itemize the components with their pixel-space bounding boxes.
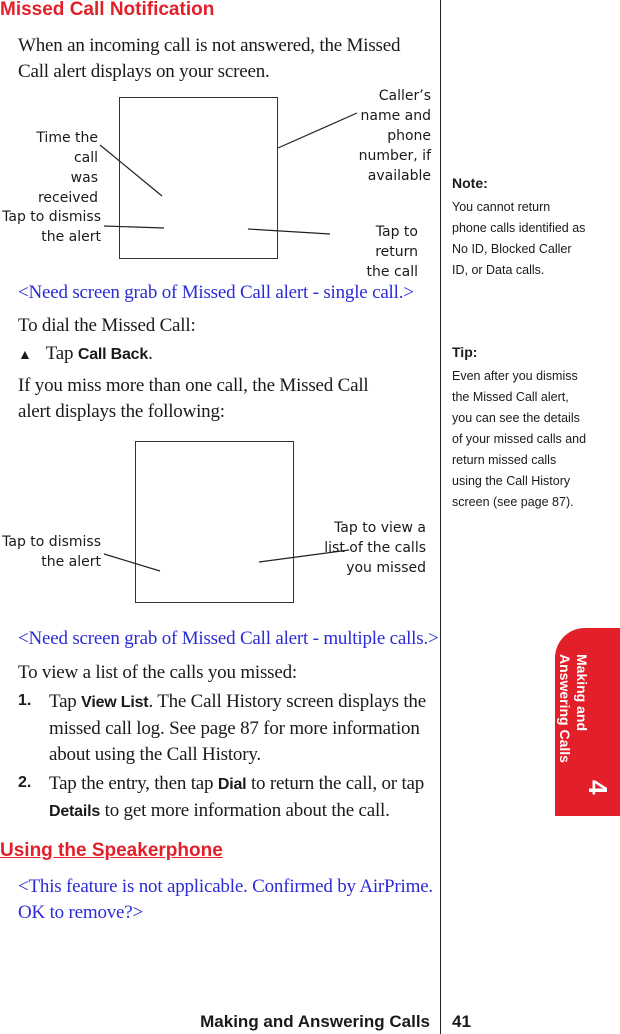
tip-body [452,366,612,513]
callout-line: Tap to dismiss [2,209,101,225]
callout-line: Tap to view a [334,520,426,536]
tip-line: the Missed Call alert, [452,390,569,404]
chapter-tab-line1: Making and [574,654,590,732]
callout-return-call [330,222,418,282]
sidebar-note [452,175,612,281]
leader-dismiss-2 [104,554,160,571]
callout-line: available [367,168,431,184]
note-heading: Note: [452,175,488,191]
note-line: You cannot return [452,200,551,214]
note-line: ID, or Data calls. [452,263,545,277]
triangle-bullet-icon: ▲ [18,348,32,363]
speakerphone-title: Using the Speakerphone [0,840,223,861]
chapter-tab-line2: Answering Calls [557,654,573,763]
leader-caller [278,113,357,148]
intro-paragraph: When an incoming call is not answered, the Missed Call alert displays on your screen. [18,35,401,82]
dial-intro: To dial the Missed Call: [18,315,196,336]
page-number: 41 [452,1012,471,1031]
step-text: to return the call, or tap [246,773,425,794]
note-line: No ID, Blocked Caller [452,242,572,256]
leader-time [100,145,162,196]
multiple-intro: If you miss more than one call, the Missed Call alert displays the following: [18,375,369,422]
callout-line: Time the call [36,130,98,166]
view-intro: To view a list of the calls you missed: [18,662,297,683]
tip-line: you can see the details [452,411,580,425]
note-body [452,197,612,281]
screen-grab-placeholder-single: <Need screen grab of Missed Call alert - single call.> [18,282,414,303]
step-text: missed call log. See page 87 for more information [49,718,420,739]
bullet-suffix: . [148,343,153,364]
step-number: 1. [18,692,32,709]
callout-view-list [318,518,426,578]
chapter-number: 4 [583,780,613,795]
tip-line: screen (see page 87). [452,495,574,509]
step-1 [18,689,428,768]
tip-line: Even after you dismiss [452,369,578,383]
step-text: to get more information about the call. [100,800,390,821]
callout-line: Tap to dismiss [2,534,101,550]
speakerphone-placeholder: <This feature is not applicable. Confirmed by AirPrime. OK to remove?> [18,876,433,923]
section-title: Missed Call Notification [0,0,215,20]
bullet-call-back [18,341,153,369]
column-divider [440,0,441,1034]
step-text: Tap the entry, then tap [49,773,218,794]
callout-caller-name [358,86,431,186]
tip-heading: Tip: [452,344,478,360]
callout-dismiss-alert-2 [2,532,101,572]
tip-line: return missed calls [452,453,557,467]
bullet-prefix: Tap [45,343,78,364]
step-number: 2. [18,774,32,791]
callout-dismiss-alert [2,207,101,247]
step-text: Tap [49,691,82,712]
callout-line: Caller’s [378,88,431,104]
callout-line: the alert [41,554,101,570]
details-label: Details [49,803,101,820]
callout-line: was received [37,170,98,206]
callout-line: you missed [346,560,426,576]
tip-line: using the Call History [452,474,571,488]
leader-return [248,229,330,234]
screen-grab-placeholder-multiple: <Need screen grab of Missed Call alert - multiple calls.> [18,628,439,649]
callout-line: Tap to return [375,224,418,260]
step-text: . The Call History screen displays the [148,691,426,712]
callout-line: list of the calls [324,540,426,556]
leader-dismiss [104,226,164,228]
callout-line: number, if [358,148,431,164]
callout-line: name and [360,108,431,124]
note-line: phone calls identified as [452,221,586,235]
callout-line: phone [387,128,431,144]
step-text: about using the Call History. [49,744,261,765]
callout-line: the alert [41,229,101,245]
footer-chapter-title: Making and Answering Calls [200,1012,430,1031]
callout-time-received [12,128,98,208]
step-2 [18,771,428,825]
dial-label: Dial [217,776,247,793]
callout-line: the call [366,264,418,280]
chapter-tab-label [555,628,620,816]
call-back-label: Call Back [77,346,149,363]
tip-line: of your missed calls and [452,432,587,446]
view-list-label: View List [81,694,149,711]
sidebar-tip [452,344,612,513]
